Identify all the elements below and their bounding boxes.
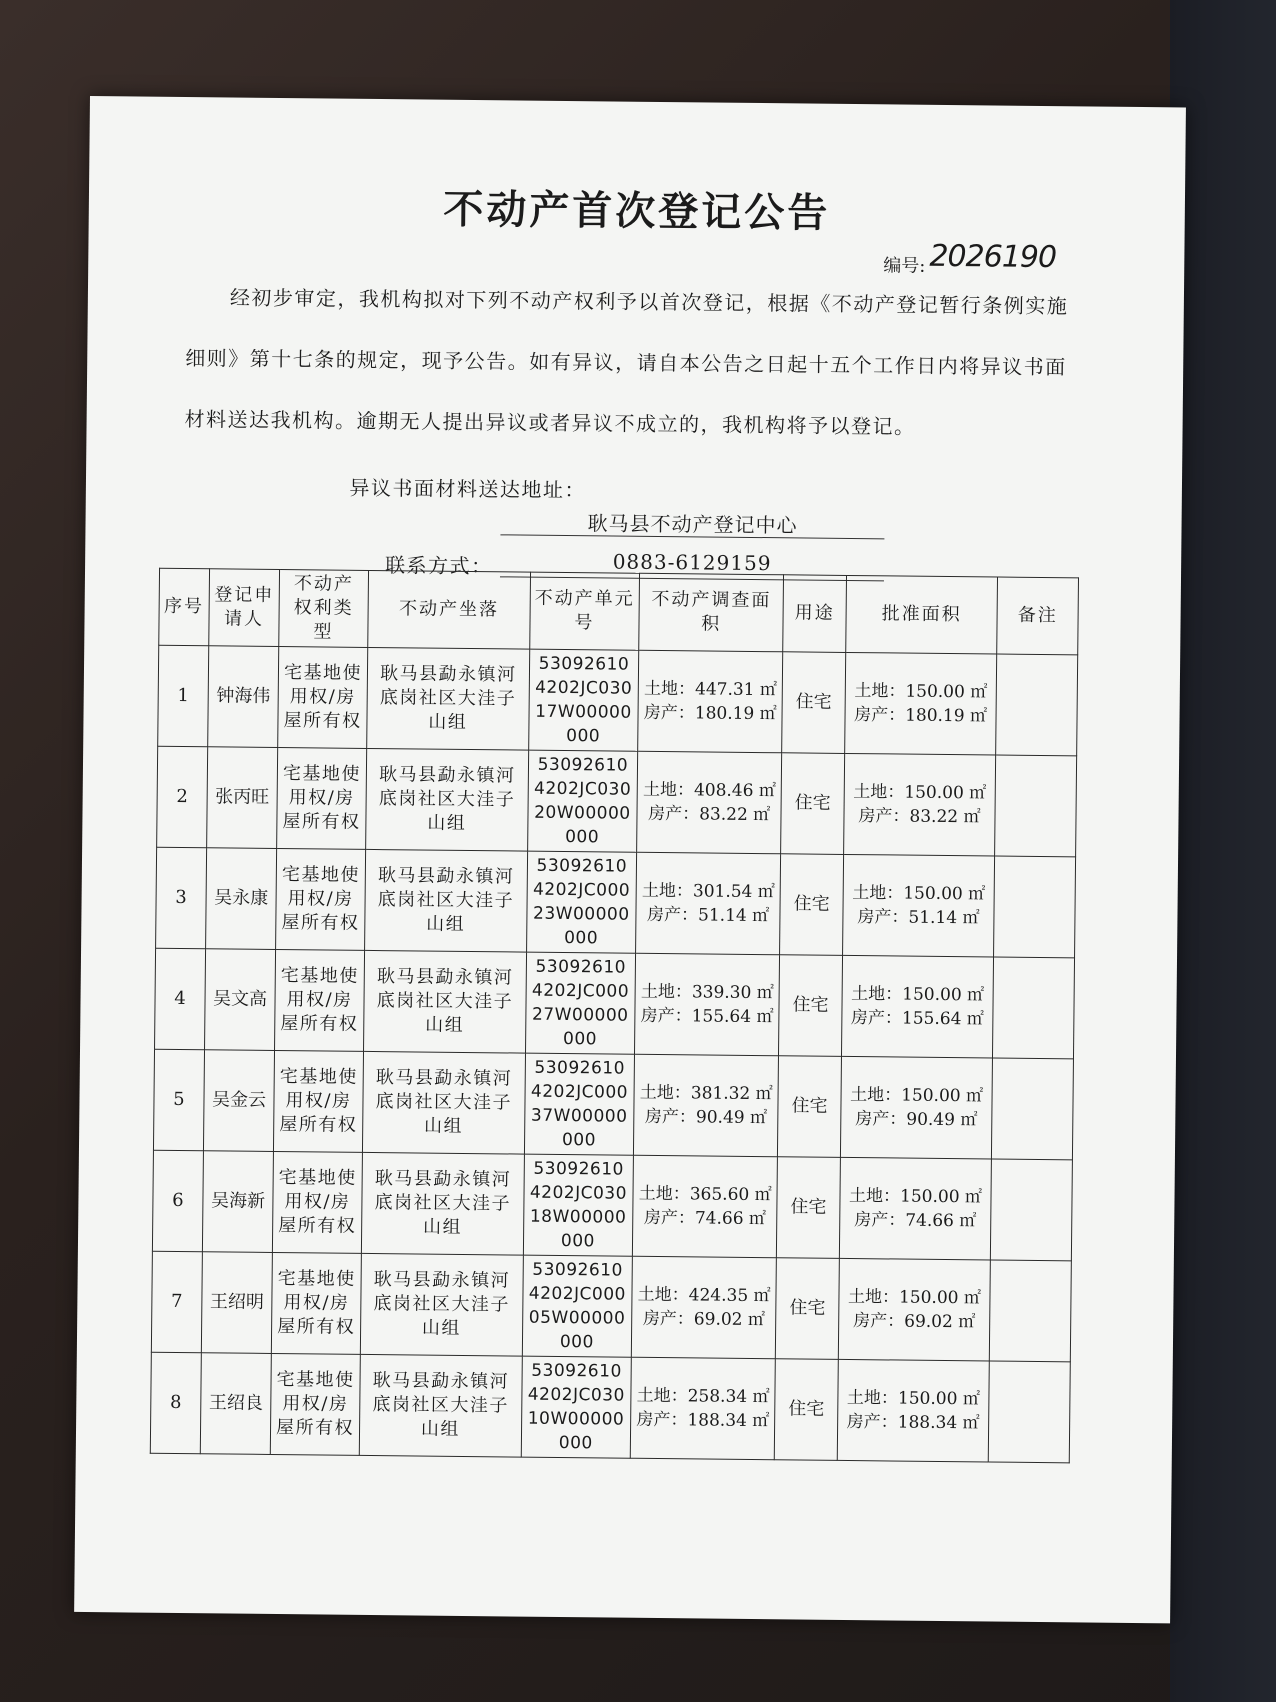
cell-no: 6 bbox=[152, 1150, 203, 1252]
cell-unit-number: 530926104202JC00037W00000000 bbox=[524, 1053, 634, 1155]
survey-house-area: 房产：90.49 ㎡ bbox=[644, 1106, 768, 1129]
header-approved-area: 批准面积 bbox=[845, 575, 998, 654]
table-row bbox=[158, 645, 1078, 756]
survey-house-area: 房产：83.22 ㎡ bbox=[648, 803, 771, 826]
handwritten-serial: 2026190 bbox=[929, 238, 1057, 276]
cell-location: 耿马县勐永镇河底岗社区大洼子山组 bbox=[364, 849, 527, 952]
document-title: 不动产首次登记公告 bbox=[443, 185, 831, 237]
survey-land-area: 土地：424.35 ㎡ bbox=[637, 1284, 771, 1307]
header-no: 序号 bbox=[159, 568, 210, 646]
header-location: 不动产坐落 bbox=[368, 570, 531, 649]
header-unit-number: 不动产单元号 bbox=[530, 572, 640, 650]
cell-survey-area bbox=[634, 953, 780, 1056]
approved-land-area: 土地：150.00 ㎡ bbox=[847, 1287, 982, 1309]
cell-no: 3 bbox=[156, 847, 207, 949]
cell-right-type: 宅基地使用权/房屋所有权 bbox=[275, 949, 365, 1051]
cell-applicant: 吴文高 bbox=[204, 949, 275, 1051]
cell-approved-area bbox=[838, 1258, 991, 1361]
approved-land-area: 土地：150.00 ㎡ bbox=[854, 681, 988, 703]
cell-use: 住宅 bbox=[778, 1056, 841, 1158]
survey-house-area: 房产：51.14 ㎡ bbox=[646, 904, 770, 927]
cell-applicant: 吴永康 bbox=[205, 848, 276, 950]
cell-right-type: 宅基地使用权/房屋所有权 bbox=[274, 1050, 364, 1152]
cell-note bbox=[989, 1361, 1071, 1463]
cell-approved-area bbox=[839, 1157, 992, 1260]
cell-use: 住宅 bbox=[780, 854, 843, 956]
cell-note bbox=[996, 654, 1078, 756]
cell-no: 1 bbox=[158, 645, 209, 747]
cell-approved-area bbox=[841, 955, 994, 1058]
survey-land-area: 土地：447.31 ㎡ bbox=[643, 678, 778, 701]
table-row bbox=[155, 948, 1075, 1059]
cell-note bbox=[992, 1058, 1074, 1160]
approved-house-area: 房产：188.34 ㎡ bbox=[846, 1411, 980, 1434]
cell-no: 2 bbox=[157, 746, 208, 848]
table-row bbox=[150, 1352, 1070, 1463]
survey-house-area: 房产：74.66 ㎡ bbox=[643, 1207, 767, 1230]
cell-approved-area bbox=[840, 1056, 993, 1159]
cell-right-type: 宅基地使用权/房屋所有权 bbox=[278, 647, 368, 749]
approved-house-area: 房产：180.19 ㎡ bbox=[854, 705, 988, 727]
cell-no: 8 bbox=[150, 1352, 201, 1454]
cell-use: 住宅 bbox=[775, 1359, 838, 1461]
approved-house-area: 房产：74.66 ㎡ bbox=[854, 1210, 977, 1232]
cell-unit-number: 530926104202JC03018W00000000 bbox=[523, 1154, 633, 1256]
survey-house-area: 房产：155.64 ㎡ bbox=[640, 1005, 774, 1028]
registration-table bbox=[150, 568, 1079, 1464]
approved-land-area: 土地：150.00 ㎡ bbox=[853, 782, 987, 804]
table-row bbox=[153, 1049, 1073, 1160]
cell-no: 4 bbox=[155, 948, 206, 1050]
cell-right-type: 宅基地使用权/房屋所有权 bbox=[272, 1252, 362, 1354]
cell-applicant: 张丙旺 bbox=[207, 747, 278, 849]
serial-label: 编号: bbox=[883, 255, 926, 277]
cell-location: 耿马县勐永镇河底岗社区大洼子山组 bbox=[365, 748, 528, 851]
contact-label: 联系方式： bbox=[384, 553, 493, 579]
approved-house-area: 房产：155.64 ㎡ bbox=[850, 1008, 984, 1030]
cell-unit-number: 530926104202JC00027W00000000 bbox=[525, 952, 635, 1054]
table-row bbox=[151, 1251, 1071, 1362]
cell-right-type: 宅基地使用权/房屋所有权 bbox=[277, 748, 367, 850]
cell-approved-area bbox=[842, 854, 995, 957]
cell-survey-area bbox=[632, 1155, 778, 1258]
cell-no: 7 bbox=[151, 1251, 202, 1353]
survey-land-area: 土地：408.46 ㎡ bbox=[642, 779, 776, 802]
cell-unit-number: 530926104202JC00005W00000000 bbox=[522, 1255, 632, 1357]
approved-land-area: 土地：150.00 ㎡ bbox=[852, 883, 986, 905]
table-row bbox=[157, 746, 1077, 857]
address-value: 耿马县不动产登记中心 bbox=[500, 506, 884, 539]
cell-right-type: 宅基地使用权/房屋所有权 bbox=[276, 848, 366, 950]
cell-survey-area bbox=[633, 1054, 779, 1157]
cell-survey-area bbox=[638, 650, 784, 753]
survey-land-area: 土地：381.32 ㎡ bbox=[639, 1082, 773, 1105]
table-row bbox=[156, 847, 1076, 958]
cell-applicant: 吴金云 bbox=[203, 1050, 274, 1152]
header-note: 备注 bbox=[997, 577, 1078, 655]
cell-location: 耿马县勐永镇河底岗社区大洼子山组 bbox=[363, 950, 526, 1053]
cell-note bbox=[991, 1159, 1073, 1261]
approved-land-area: 土地：150.00 ㎡ bbox=[851, 984, 985, 1006]
survey-house-area: 房产：69.02 ㎡ bbox=[642, 1308, 766, 1331]
address-label: 异议书面材料送达地址： bbox=[349, 475, 587, 503]
cell-note bbox=[995, 755, 1077, 857]
header-applicant: 登记申请人 bbox=[209, 569, 280, 647]
cell-applicant: 钟海伟 bbox=[208, 646, 279, 748]
cell-use: 住宅 bbox=[776, 1258, 839, 1360]
cell-approved-area bbox=[844, 652, 997, 755]
cell-use: 住宅 bbox=[779, 955, 842, 1057]
cell-use: 住宅 bbox=[781, 753, 844, 855]
cell-right-type: 宅基地使用权/房屋所有权 bbox=[271, 1353, 361, 1455]
survey-house-area: 房产：188.34 ㎡ bbox=[636, 1409, 770, 1432]
cell-location: 耿马县勐永镇河底岗社区大洼子山组 bbox=[360, 1253, 523, 1356]
approved-land-area: 土地：150.00 ㎡ bbox=[846, 1387, 980, 1410]
desk-background bbox=[1170, 0, 1276, 1702]
header-right-type: 不动产权利类型 bbox=[279, 570, 368, 648]
survey-house-area: 房产：180.19 ㎡ bbox=[643, 702, 777, 725]
cell-no: 5 bbox=[153, 1049, 204, 1151]
approved-land-area: 土地：150.00 ㎡ bbox=[850, 1085, 984, 1107]
cell-applicant: 吴海新 bbox=[202, 1151, 273, 1253]
table-header-row bbox=[159, 568, 1079, 655]
cell-unit-number: 530926104202JC03010W00000000 bbox=[521, 1356, 631, 1458]
cell-applicant: 王绍明 bbox=[201, 1252, 272, 1354]
cell-note bbox=[990, 1260, 1072, 1362]
survey-land-area: 土地：339.30 ㎡ bbox=[640, 981, 774, 1004]
cell-location: 耿马县勐永镇河底岗社区大洼子山组 bbox=[362, 1051, 525, 1154]
cell-unit-number: 530926104202JC03017W00000000 bbox=[529, 649, 639, 751]
cell-note bbox=[994, 856, 1076, 958]
cell-approved-area bbox=[843, 753, 996, 856]
cell-use: 住宅 bbox=[777, 1157, 840, 1259]
cell-use: 住宅 bbox=[782, 652, 845, 754]
survey-land-area: 土地：365.60 ㎡ bbox=[638, 1183, 772, 1206]
table-row bbox=[152, 1150, 1072, 1261]
approved-land-area: 土地：150.00 ㎡ bbox=[848, 1186, 983, 1208]
cell-survey-area bbox=[635, 852, 781, 955]
cell-applicant: 王绍良 bbox=[200, 1353, 271, 1455]
survey-land-area: 土地：258.34 ㎡ bbox=[636, 1385, 770, 1408]
approved-house-area: 房产：90.49 ㎡ bbox=[855, 1109, 978, 1131]
notice-paragraph: 经初步审定，我机构拟对下列不动产权利予以首次登记，根据《不动产登记暂行条例实施细则》第十七条的规定，现予公告。如有异议，请自本公告之日起十五个工作日内将异议书面材料送达我机构。逾期无人提出异议或者异议不成立的，我机构将予以登记。 bbox=[184, 285, 1069, 439]
cell-unit-number: 530926104202JC03020W00000000 bbox=[527, 750, 637, 852]
header-use: 用途 bbox=[783, 575, 846, 653]
survey-land-area: 土地：301.54 ㎡ bbox=[641, 880, 775, 903]
approved-house-area: 房产：83.22 ㎡ bbox=[858, 806, 981, 828]
cell-right-type: 宅基地使用权/房屋所有权 bbox=[273, 1151, 363, 1253]
approved-house-area: 房产：51.14 ㎡ bbox=[857, 907, 980, 929]
cell-approved-area bbox=[837, 1359, 990, 1462]
cell-survey-area bbox=[630, 1357, 776, 1460]
notice-sheet bbox=[74, 96, 1186, 1623]
cell-note bbox=[993, 957, 1075, 1059]
contact-value: 0883-6129159 bbox=[500, 548, 884, 581]
cell-location: 耿马县勐永镇河底岗社区大洼子山组 bbox=[361, 1152, 524, 1255]
cell-unit-number: 530926104202JC00023W00000000 bbox=[526, 851, 636, 953]
header-survey-area: 不动产调查面积 bbox=[639, 573, 784, 652]
approved-house-area: 房产：69.02 ㎡ bbox=[853, 1311, 976, 1333]
cell-survey-area bbox=[631, 1256, 777, 1359]
cell-survey-area bbox=[637, 751, 783, 854]
cell-location: 耿马县勐永镇河底岗社区大洼子山组 bbox=[367, 647, 530, 750]
cell-location: 耿马县勐永镇河底岗社区大洼子山组 bbox=[359, 1354, 522, 1457]
